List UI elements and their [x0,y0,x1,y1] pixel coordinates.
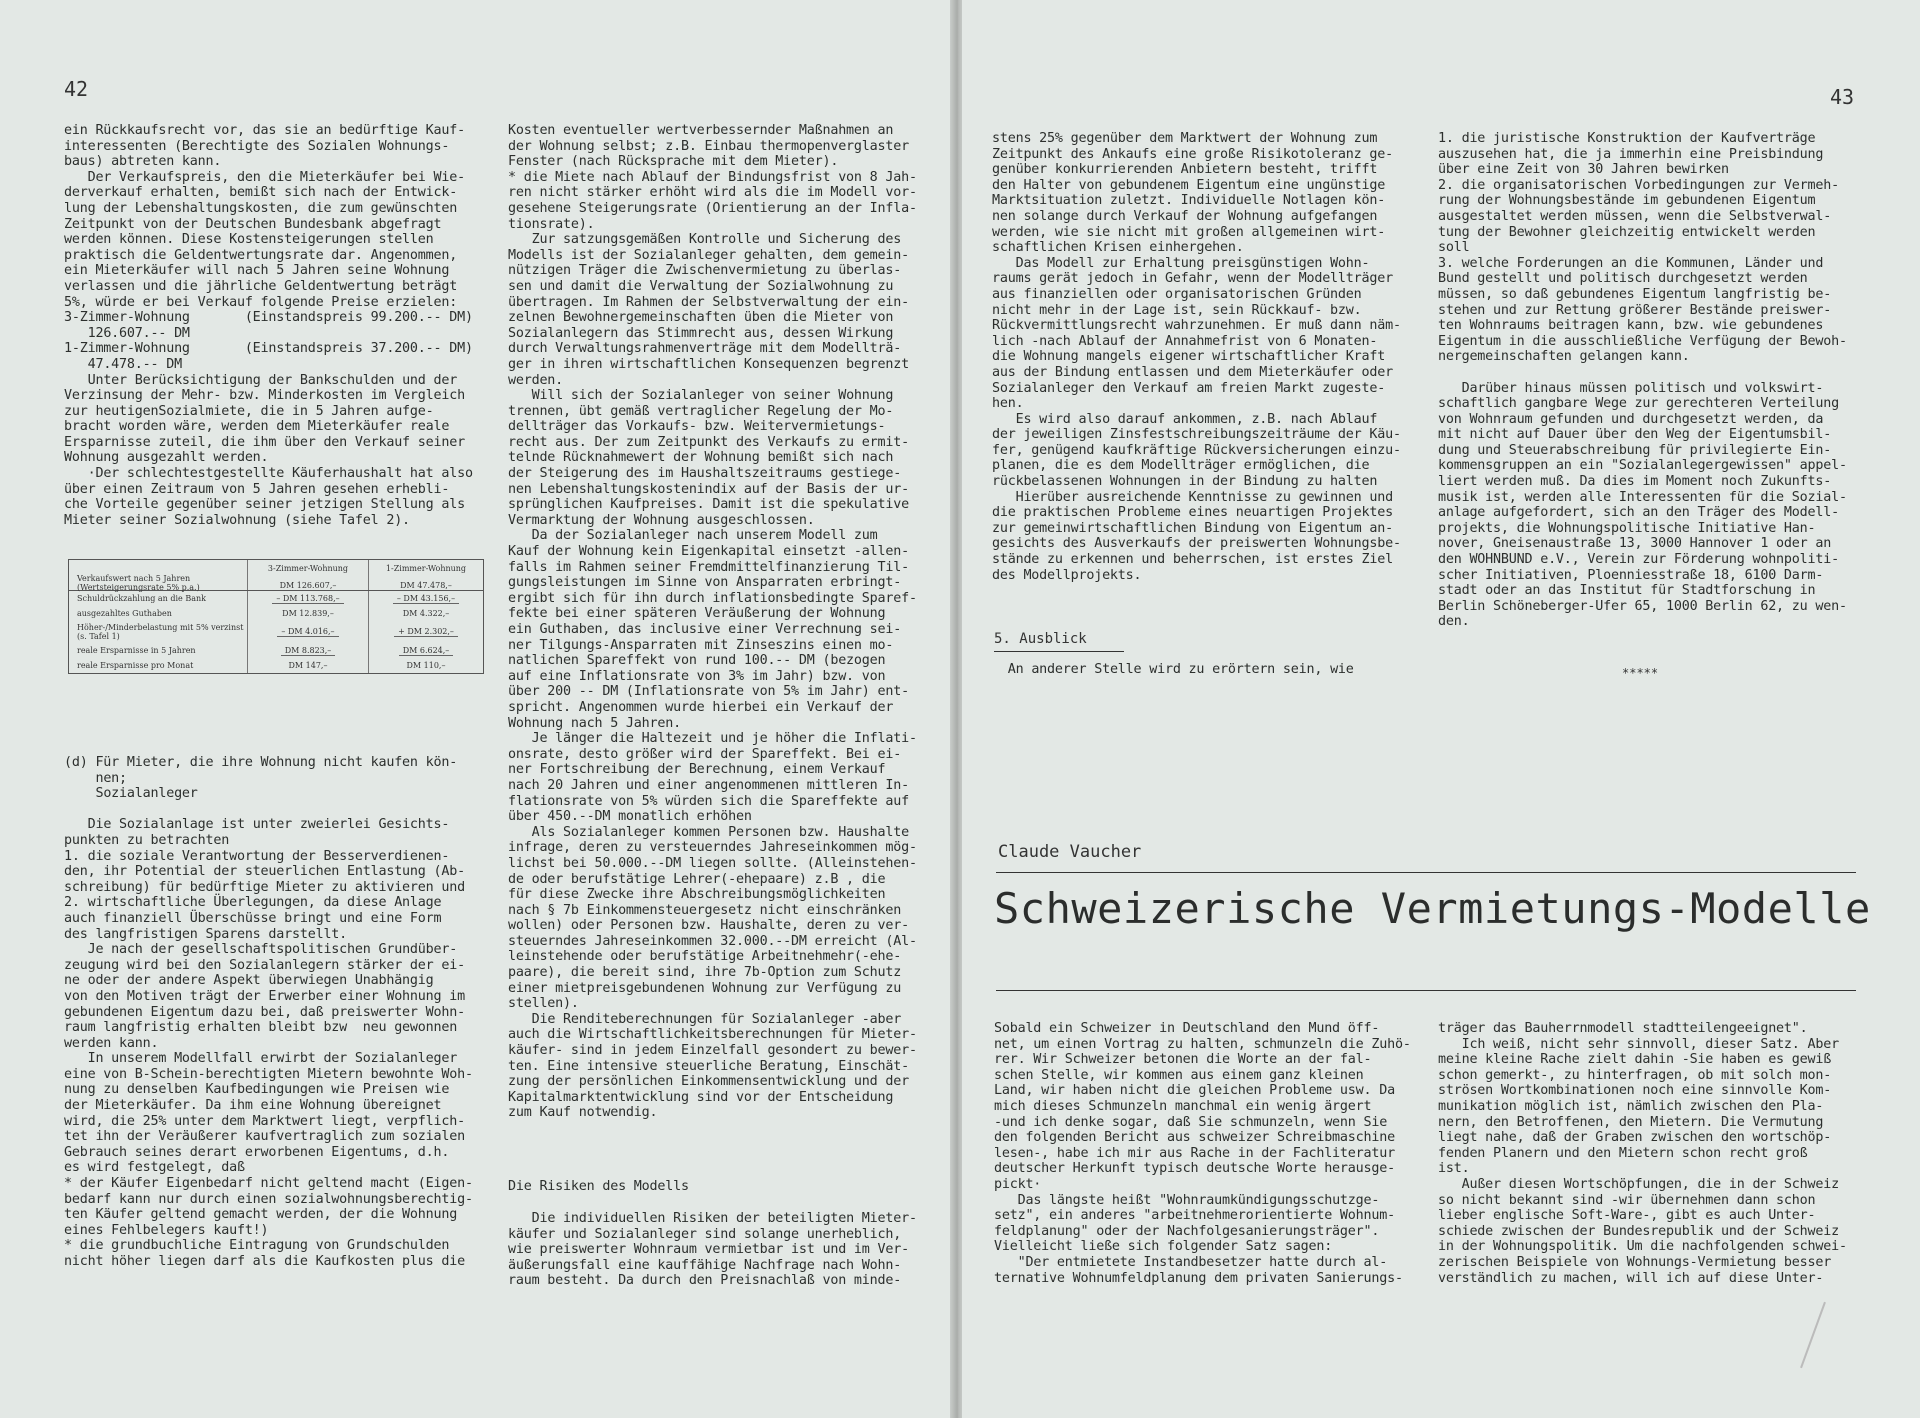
table-row-label: ausgezahltes Guthaben [77,609,172,618]
table-cell: DM 110,– [406,661,446,670]
text-column-1b: (d) Für Mieter, die ihre Wohnung nicht kaufen kön- nen; Sozialanleger Die Sozialanlage ist unter zweierlei Gesichts- punkten zu betrachten 1. die soziale Verantwortung der Besserverdienen- den, ihr Potential der steuerlichen Entlastung (Ab- schreibung) für bedürftige Mieter zu aktivieren und 2. wirtschaftliche Überlegungen, da diese Anlage auch finanziell Überschüsse bringt und eine Form des langfristigen Sparens darstellt. Je nach der gesellschaftspolitischen Grundüber- zeugung wird bei den Sozialanlegern stärker der ei- ne oder der andere Aspekt überwiegen Unabhängig von den Motiven trägt der Erwerber einer Wohnung im gebundenen Eigentum dazu bei, daß preiswerter Wohn- raum langfristig erhalten bleibt bzw neu gewonnen werden kann. In unserem Modellfall erwirbt der Sozialanleger eine von B-Schein-berechtigten Mietern bewohnte Woh- nung zu denselben Kaufbedingungen wie Preisen wie der Mieterkäufer. Da ihm eine Wohnung übereignet wird, die 25% unter dem Marktwert liegt, verpflich- tet ihn der Veräußerer kaufvertraglich zum sozialen Gebrauch seines derart erworbenen Eigentums, d.h. es wird festgelegt, daß * der Käufer Eigenbedarf nicht geltend macht (Eigen- bedarf kann nur durch einen sozialwohnungsberechtig- ten Käufer geltend gemacht werden, der die Wohnung eines Fehlbelegers kauft!) * die grundbuchliche Eintragung von Grundschulden nicht höher liegen darf als die Kaufkosten plus die [64,755,473,1269]
table-cell: DM 6.624,– [399,646,454,656]
table-cell: – DM 113.768,– [272,594,343,604]
text-column-2: Kosten eventueller wertverbessernder Maßnahmen an der Wohnung selbst; z.B. Einbau thermopenverglaster Fenster (nach Rücksprache mit dem Mieter). * die Miete nach Ablauf der Bindungsfrist von 8 Jah- ren nicht stärker erhöht wird als die im Modell vor- gesehene Steigerungsrate (Orientierung an der Infla- tionsrate). Zur satzungsgemäßen Kontrolle und Sicherung des Modells ist der Sozialanleger gehalten, dem gemein- nützigen Träger die Zwischenvermietung zu überlas- sen und damit die Verwaltung der Sozialwohnung zu übertragen. Im Rahmen der Selbstverwaltung der ein- zelnen Bewohnergemeinschaften üben die Mieter von Sozialanlegern das Stimmrecht aus, dessen Wirkung durch Verwaltungsrahmenverträge mit dem Modellträ- ger in ihren wirtschaftlichen Konsequenzen begrenzt werden. Will sich der Sozialanleger von seiner Wohnung trennen, übt gemäß vertraglicher Regelung der Mo- dellträger das Vorkaufs- bzw. Weitervermietungs- recht aus. Der zum Zeitpunkt des Verkaufs zu ermit- telnde Rücknahmewert der Wohnung bemißt sich nach der Steigerung des im Haushaltszeitraums gestiege- nen Lebenshaltungskostenindix auf der Basis der ur- sprünglichen Kaufpreises. Damit ist die spekulative Vermarktung der Wohnung ausgeschlossen. Da der Sozialanleger nach unserem Modell zum Kauf der Wohnung kein Eigenkapital einsetzt -allen- falls im Rahmen seiner Fremdmittelfinanzierung Til- gungsleistungen im Sinne von Ansparraten erbringt- ergibt sich für ihn durch inflationsbedingte Sparef- fekte bei einer späteren Veräußerung der Wohnung ein Guthaben, das inclusive einer Verrechnung sei- ner Tilgungs-Ansparraten mit Zinseszins einen mo- natlichen Spareffekt von rund 100.-- DM (bezogen auf eine Inflationsrate von 3% im Jahr) bzw. von über 200 -- DM (Inflationsrate von 5% im Jahr) ent- spricht. Angenommen wurde hierbei ein Verkauf der Wohnung nach 5 Jahren. Je länger die Haltezeit und je höher die Inflati- onsrate, desto größer wird der Spareffekt. Bei ei- ner Fortschreibung der Berechnung, einem Verkauf nach 20 Jahren und einer angenommenen mittleren In- flationsrate von 5% würden sich die Spareffekte auf über 450.--DM monatlich erhöhen Als Sozialanleger kommen Personen bzw. Haushalte infrage, deren zu versteuerndes Jahreseinkommen mög- lichst bei 50.000.--DM liegen sollte. (Alleinstehen- de oder berufstätige Lehrer(-ehepaare) z.B , die für diese Zwecke ihre Abschreibungsmöglichkeiten nach § 7b Einkommensteuergesetz nicht einschränken wollen) oder Personen bzw. Haushalte, deren zu ver- steuerndes Jahreseinkommen 32.000.--DM erreicht (Al- leinstehende oder berufstätige Arbeitnehmehr(-ehe- paare), die bereit sind, ihre 7b-Option zum Schutz einer mietpreisgebundenen Wohnung zur Verfügung zu stellen). Die Renditeberechnungen für Sozialanleger -aber auch die Wirtschaftlichkeitsberechnungen für Mieter- käufer- sind in jedem Einzelfall gesondert zu bewer- ten. Eine intensive steuerliche Beratung, Einschät- zung der persönlichen Einkommensentwicklung und der Kapitalmarktentwicklung sind vor der Entscheidung zum Kauf notwendig. [508,123,917,1121]
table-col-header: 3-Zimmer-Wohnung [267,564,349,573]
table-cell: DM 126.607,– [279,581,337,590]
table-row [69,606,483,621]
table-cell: DM 8.823,– [281,646,336,656]
table-cell: + DM 2.302,– [394,627,458,637]
table-row [69,621,483,643]
table-cell: DM 47.478,– [400,581,452,590]
text-column-3: stens 25% gegenüber dem Marktwert der Wohnung zum Zeitpunkt des Ankaufs eine große Risikotoleranz ge- genüber konkurrierenden Anbietern besteht, trifft den Halter von gebundenem Eigentum eine ungünstige Marktsituation zuletzt. Individuelle Notlagen kön- nen solange durch Verkauf der Wohnung aufgefangen werden, wie sie nicht mit großen allgemeinen wirt- schaftlichen Krisen einhergehen. Das Modell zur Erhaltung preisgünstigen Wohn- raums gerät jedoch in Gefahr, wenn der Modellträger aus finanziellen oder organisatorischen Gründen nicht mehr in der Lage ist, sein Rückkauf- bzw. Rückvermittlungsrecht wahrzunehmen. Er muß dann näm- lich -nach Ablauf der Annahmefrist von 6 Monaten- die Wohnung mangels eigener wirtschaftlicher Kraft aus der Bindung entlassen und dem Mieterkäufer oder Sozialanleger den Verkauf am freien Markt zugeste- hen. Es wird also darauf ankommen, z.B. nach Ablauf der jeweiligen Zinsfestschreibungszeiträume der Käu- fer, genügend kaufkräftige Rückversicherungen einzu- planen, die es dem Modellträger ermöglichen, die rückbelassenen Wohnungen in der Bindung zu halten Hierüber ausreichende Kenntnisse zu gewinnen und die praktischen Probleme eines neuartigen Projektes zur gemeinwirtschaftlichen Bindung von Eigentum an- gesichts des Ausverkaufs der preiswerten Wohnungsbe- stände zu erkennen und beherrschen, ist erstes Ziel des Modellprojekts. [992,131,1401,583]
page-number: 43 [1830,85,1855,109]
table-cell: – DM 4.016,– [277,627,338,637]
table-row [69,643,483,658]
author-name: Claude Vaucher [998,842,1142,862]
article-title: Schweizerische Vermietungs-Modelle [994,884,1871,933]
text-column-1: ein Rückkaufsrecht vor, das sie an bedürftige Kauf- interessenten (Berechtigte des Sozialen Wohnungs- baus) abtreten kann. Der Verkaufspreis, den die Mieterkäufer bei Wie- derverkauf erhalten, bemißt sich nach der Entwick- lung der Lebenshaltungskosten, die zum gewünschten Zeitpunkt von der Deutschen Bundesbank abgefragt werden können. Diese Kostensteigerungen stellen praktisch die Geldentwertungsrate dar. Angenommen, ein Mieterkäufer will nach 5 Jahren seine Wohnung verlassen und die jährliche Geldentwertung beträgt 5%, würde er bei Verkauf folgende Preise erzielen: 3-Zimmer-Wohnung (Einstandspreis 99.200.-- DM) 126.607.-- DM 1-Zimmer-Wohnung (Einstandspreis 37.200.-- DM) 47.478.-- DM Unter Berücksichtigung der Bankschulden und der Verzinsung der Mehr- bzw. Minderkosten im Vergleich zur heutigenSozialmiete, die in 5 Jahren aufge- bracht worden wäre, werden dem Mieterkäufer reale Ersparnisse zuteil, die ihm über den Verkauf seiner Wohnung ausgezahlt werden. ·Der schlechtestgestellte Käuferhaushalt hat also über einen Zeitraum von 5 Jahren gesehen erhebli- che Vorteile gegenüber seiner jetzigen Stellung als Mieter seiner Sozialwohnung (siehe Tafel 2). [64,123,473,528]
title-rule-bottom [996,990,1856,991]
text-column-4: 1. die juristische Konstruktion der Kaufverträge auszusehen hat, die ja immerhin eine Preisbindung über eine Zeit von 30 Jahren bewirken 2. die organisatorischen Vorbedingungen zur Vermeh- rung der Wohnungsbestände im gebundenen Eigentum ausgestaltet werden müssen, wenn die Selbstverwal- tung der Bewohner gleichzeitig entwickelt werden soll 3. welche Forderungen an die Kommunen, Länder und Bund gestellt und politisch durchgesetzt werden müssen, so daß gebundenes Eigentum langfristig be- stehen und zur Rettung größerer Bestände preiswer- ten Wohnraums beitragen kann, bzw. wie gebundenes Eigentum in die ausschließliche Verfügung der Bewoh- nergemeinschaften gelangen kann. Darüber hinaus müssen politisch und volkswirt- schaftlich gangbare Wege zur gerechteren Verteilung von Wohnraum gefunden und durchgesetzt werden, da mit nicht auf Dauer über den Weg der Eigentumsbil- dung und Steuerabschreibung für privilegierte Ein- kommensgruppen an ein "Sozialanlegergewissen" appel- liert werden muß. Da dies im Moment noch Zukunfts- musik ist, werden alle Interessenten für die Sozial- anlage aufgefordert, sich an den Träger des Modell- projekts, die Wohnungspolitische Initiative Han- nover, Gneisenaustraße 13, 3000 Hannover 1 oder an den WOHNBUND e.V., Verein zur Förderung wohnpoliti- scher Initiativen, Ploenniesstraße 18, 6100 Darm- stadt oder an das Institut für Stadtforschung in Berlin Schöneberger-Ufer 65, 1000 Berlin 62, zu wen- den. [1438,131,1847,630]
table-row-label: Schuldrückzahlung an die Bank [77,594,206,603]
title-rule-top [996,872,1856,873]
table-header [69,560,483,591]
pencil-mark [1800,1302,1826,1368]
section-heading-risks: Die Risiken des Modells [508,1179,689,1194]
text-column-5: Sobald ein Schweizer in Deutschland den Mund öff- net, um einen Vortrag zu halten, schmunzeln die Zuhö- rer. Wir Schweizer betonen die Worte an der fal- schen Stelle, wir kommen aus einem ganz kleinen Land, wir haben nicht die gleichen Probleme usw. Da mich dieses Schmunzeln manchmal ein wenig ärgert -und ich denke sogar, daß Sie schmunzeln, wenn Sie den folgenden Bericht aus schweizer Schreibmaschine lesen-, habe ich mir aus Rache in der Fachliteratur deutscher Herkunft typisch deutsche Worte herausge- pickt· Das längste heißt "Wohnraumkündigungsschutzge- setz", ein anderes "arbeitnehmerorientierte Wohnum- feldplanung" oder der Nachfolgesanierungsträger". Vielleicht ließe sich folgender Satz sagen: "Der entmietete Instandbesetzer hatte durch al- ternative Wohnumfeldplanung dem privaten Sanierungs- [994,1021,1411,1286]
savings-table [68,559,484,674]
section-underline [994,651,1124,652]
section-end-stars: ***** [1622,666,1659,680]
left-page [0,0,956,1418]
table-row-label: Höher-/Minderbelastung mit 5% verzinst (s. Tafel 1) [77,623,244,641]
text-column-3b: An anderer Stelle wird zu erörtern sein, wie [992,662,1354,677]
text-column-2b: Die individuellen Risiken der beteiligten Mieter- käufer und Sozialanleger sind solange unerheblich, wie preiswerter Wohnraum vermietbar ist und im Ver- äußerungsfall eine kauffähige Nachfrage nach Wohn- raum besteht. Da durch den Preisnachlaß von minde- [508,1211,917,1289]
table-row [69,658,483,673]
table-row [69,591,483,606]
table-header-label: Verkaufswert nach 5 Jahren (Wertsteigerungsrate 5% p.a.) [77,574,200,592]
section-heading-ausblick: 5. Ausblick [994,631,1087,647]
table-cell: DM 4.322,– [402,609,450,618]
page-number: 42 [64,77,89,101]
table-cell: DM 147,– [288,661,328,670]
text-column-6: träger das Bauherrnmodell stadtteilengeeignet". Ich weiß, nicht sehr sinnvoll, dieser Satz. Aber meine kleine Rache zielt dahin -Sie haben es gewiß schon gemerkt-, zu hinterfragen, ob mit solch mon- strösen Wortkombinationen noch eine sinnvolle Kom- munikation möglich ist, nämlich zwischen den Pla- nern, den Betroffenen, den Mietern. Die Vermutung liegt nahe, daß der Graben zwischen den wortschöp- fenden Planern und den Mietern schon recht groß ist. Außer diesen Wortschöpfungen, die in der Schweiz so nicht bekannt sind -wir übernehmen dann schon lieber englische Soft-Ware-, gibt es auch Unter- schiede zwischen der Bundesrepublik und der Schweiz in der Wohnungspolitik. Um die nachfolgenden schwei- zerischen Beispiele von Wohnungs-Vermietung besser verständlich zu machen, will ich auf diese Unter- [1438,1021,1847,1286]
table-row-label: reale Ersparnisse pro Monat [77,661,194,670]
table-col-header: 1-Zimmer-Wohnung [385,564,467,573]
right-page [962,0,1920,1418]
table-cell: DM 12.839,– [282,609,334,618]
table-row-label: reale Ersparnisse in 5 Jahren [77,646,196,655]
table-cell: – DM 43.156,– [393,594,459,604]
